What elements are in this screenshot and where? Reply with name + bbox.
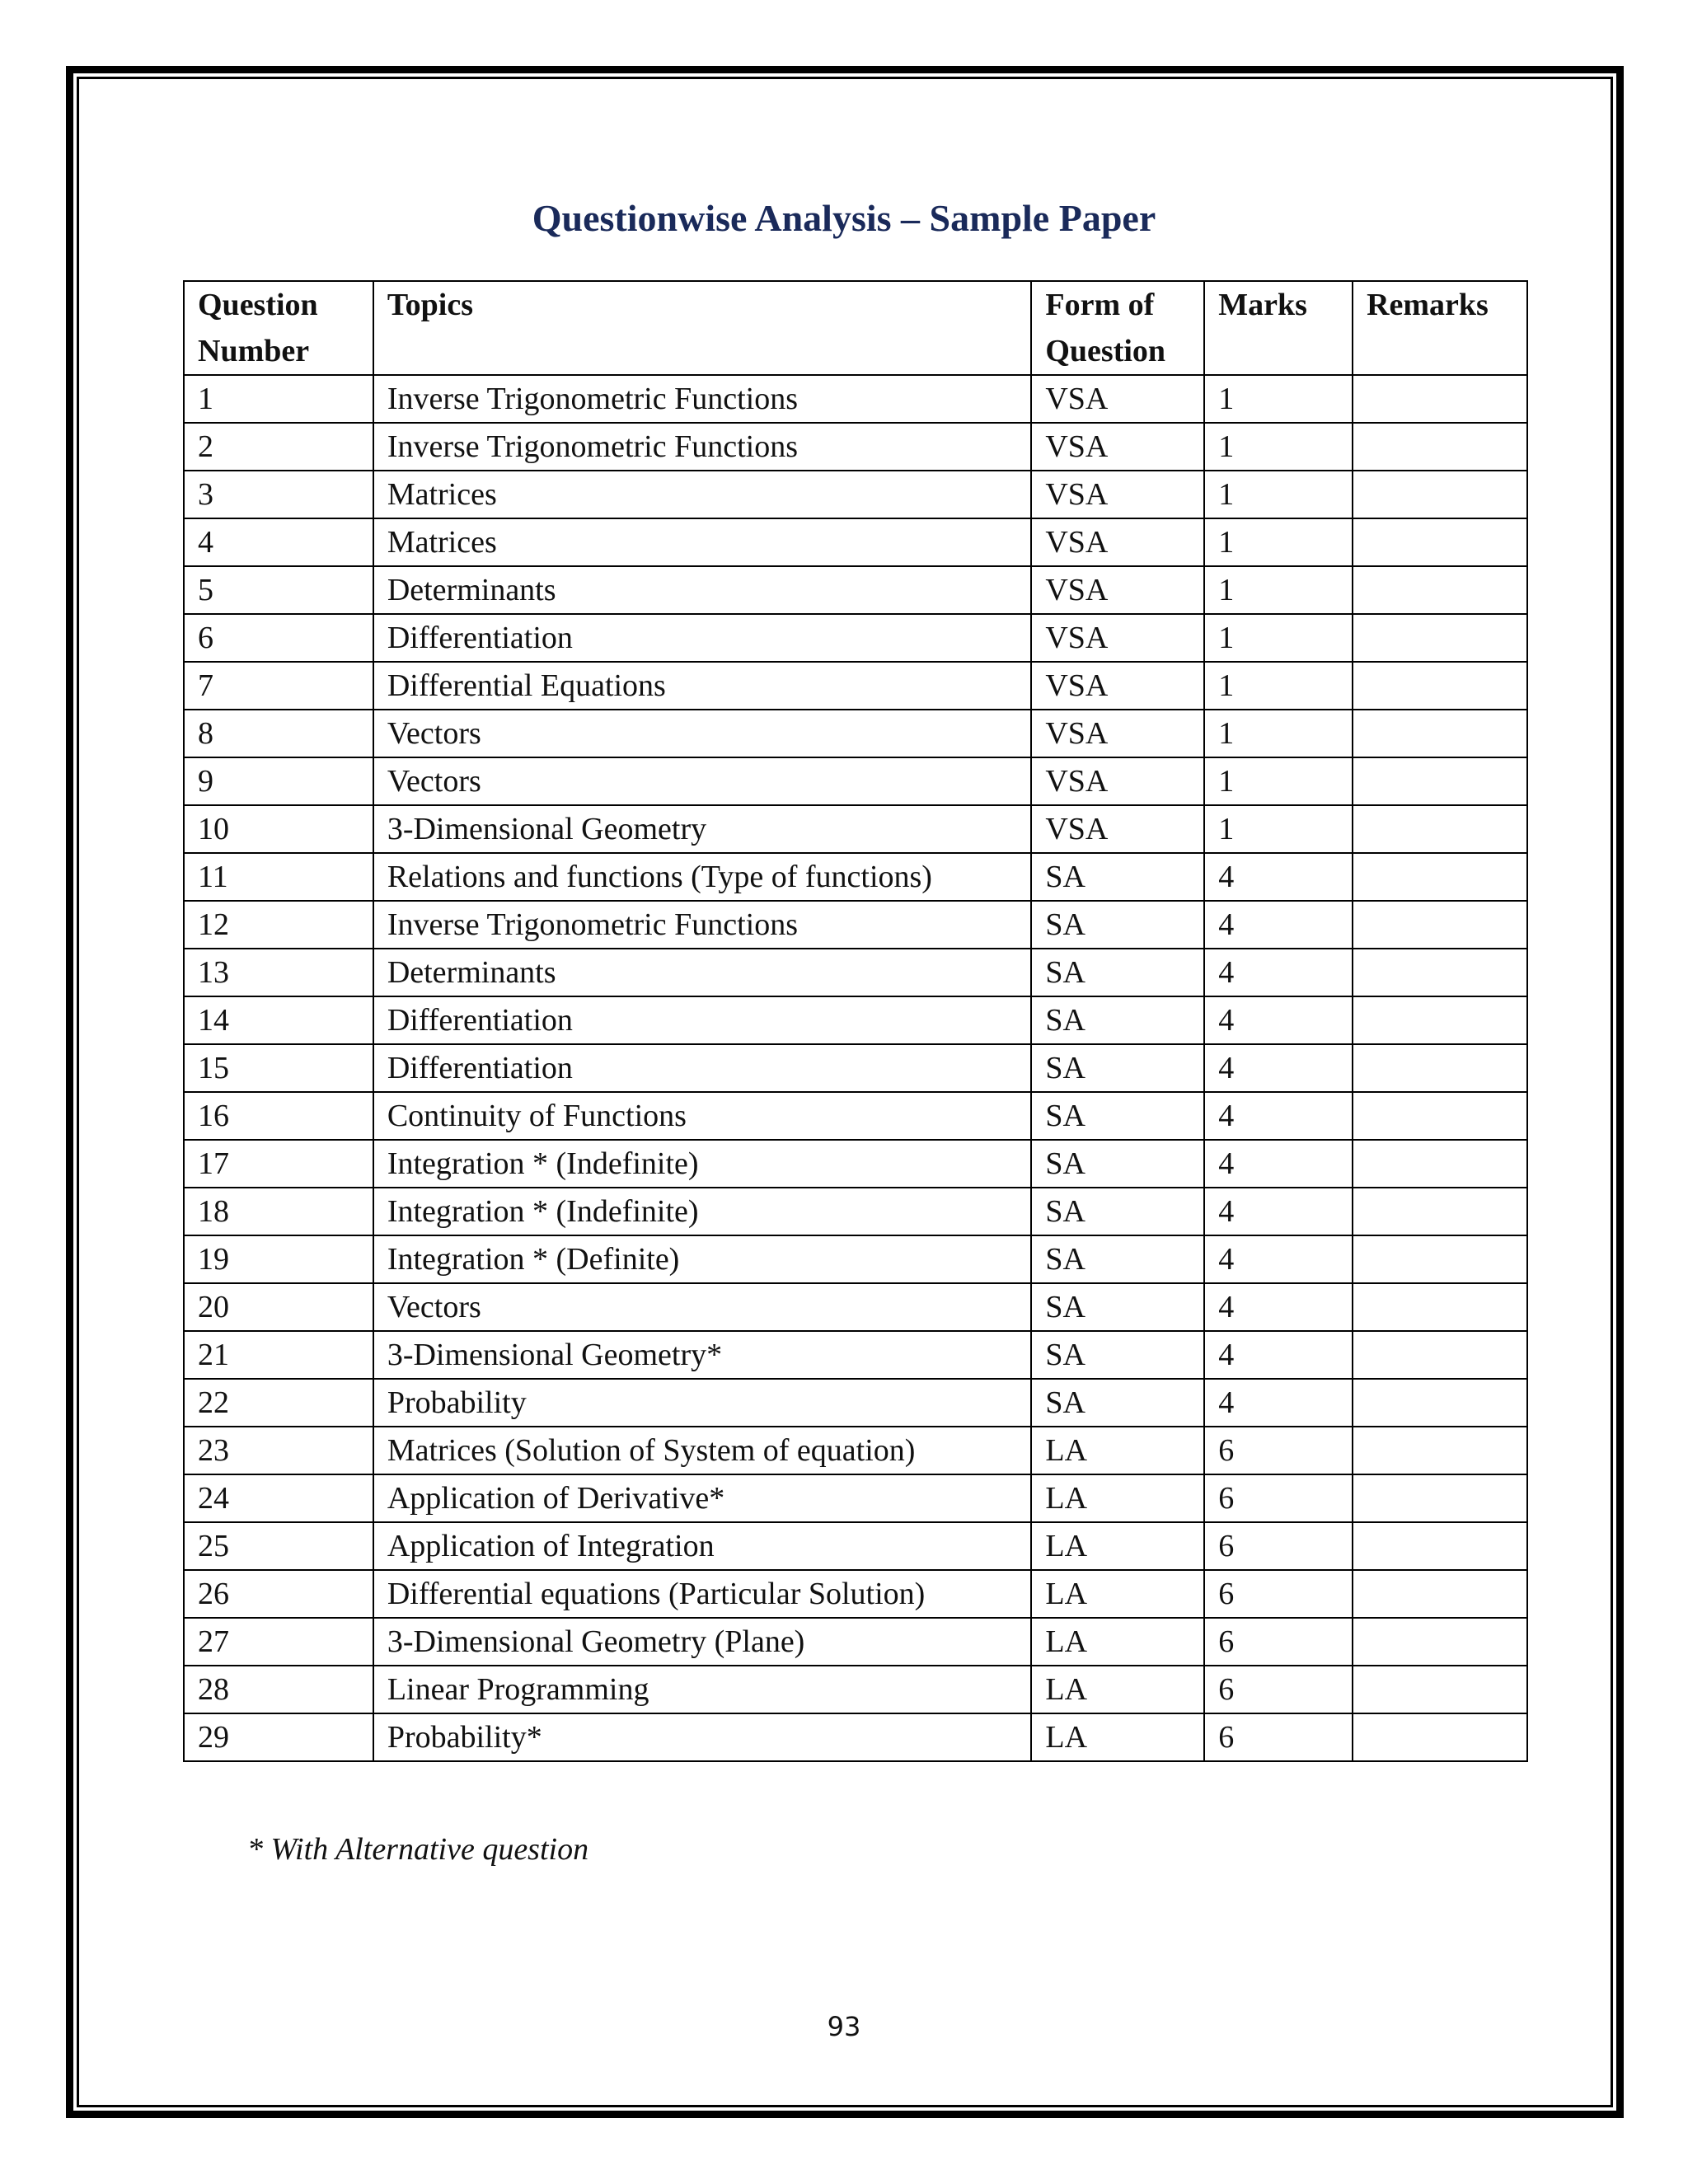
cell-topic: Determinants: [373, 949, 1032, 996]
cell-marks: 4: [1204, 1283, 1353, 1331]
cell-question-number: 2: [184, 423, 373, 471]
cell-marks: 1: [1204, 423, 1353, 471]
table-row: [184, 1427, 1527, 1474]
cell-topic: Application of Integration: [373, 1522, 1032, 1570]
cell-question-number: 7: [184, 662, 373, 710]
cell-marks: 4: [1204, 1331, 1353, 1379]
cell-marks: 1: [1204, 710, 1353, 757]
questionwise-analysis-table: [183, 280, 1528, 1762]
table-row: [184, 423, 1527, 471]
header-question-number: Question Number: [184, 281, 373, 375]
cell-topic: Continuity of Functions: [373, 1092, 1032, 1140]
table-row: [184, 757, 1527, 805]
cell-topic: Probability: [373, 1379, 1032, 1427]
cell-question-number: 10: [184, 805, 373, 853]
table-row: [184, 1379, 1527, 1427]
cell-marks: 6: [1204, 1666, 1353, 1713]
table-row: [184, 614, 1527, 662]
cell-topic: Vectors: [373, 1283, 1032, 1331]
cell-topic: Integration * (Definite): [373, 1235, 1032, 1283]
table-row: [184, 1092, 1527, 1140]
cell-marks: 6: [1204, 1618, 1353, 1666]
cell-form: LA: [1031, 1474, 1204, 1522]
cell-question-number: 13: [184, 949, 373, 996]
cell-remarks: [1353, 949, 1527, 996]
table-row: [184, 1713, 1527, 1761]
cell-form: VSA: [1031, 710, 1204, 757]
table-row: [184, 996, 1527, 1044]
cell-topic: Differentiation: [373, 1044, 1032, 1092]
cell-question-number: 19: [184, 1235, 373, 1283]
table-row: [184, 471, 1527, 518]
cell-remarks: [1353, 1618, 1527, 1666]
cell-form: SA: [1031, 1140, 1204, 1188]
cell-marks: 4: [1204, 996, 1353, 1044]
cell-topic: 3-Dimensional Geometry*: [373, 1331, 1032, 1379]
page-number: 93: [827, 2011, 861, 2042]
cell-question-number: 1: [184, 375, 373, 423]
cell-form: SA: [1031, 1379, 1204, 1427]
header-marks: Marks: [1204, 281, 1353, 375]
cell-topic: Vectors: [373, 710, 1032, 757]
cell-question-number: 28: [184, 1666, 373, 1713]
cell-remarks: [1353, 1044, 1527, 1092]
table-row: [184, 662, 1527, 710]
cell-topic: Inverse Trigonometric Functions: [373, 375, 1032, 423]
cell-remarks: [1353, 662, 1527, 710]
cell-remarks: [1353, 1140, 1527, 1188]
cell-question-number: 25: [184, 1522, 373, 1570]
cell-form: SA: [1031, 949, 1204, 996]
cell-remarks: [1353, 805, 1527, 853]
cell-marks: 1: [1204, 566, 1353, 614]
cell-remarks: [1353, 1283, 1527, 1331]
table-row: [184, 1188, 1527, 1235]
cell-marks: 1: [1204, 614, 1353, 662]
cell-form: LA: [1031, 1522, 1204, 1570]
cell-remarks: [1353, 375, 1527, 423]
cell-remarks: [1353, 1474, 1527, 1522]
cell-form: SA: [1031, 1235, 1204, 1283]
cell-form: LA: [1031, 1570, 1204, 1618]
cell-marks: 6: [1204, 1570, 1353, 1618]
table-row: [184, 1570, 1527, 1618]
cell-question-number: 17: [184, 1140, 373, 1188]
table-row: [184, 1474, 1527, 1522]
cell-topic: 3-Dimensional Geometry: [373, 805, 1032, 853]
cell-marks: 1: [1204, 471, 1353, 518]
cell-marks: 4: [1204, 901, 1353, 949]
header-remarks: Remarks: [1353, 281, 1527, 375]
cell-form: SA: [1031, 1092, 1204, 1140]
cell-marks: 1: [1204, 757, 1353, 805]
table-row: [184, 1666, 1527, 1713]
cell-remarks: [1353, 757, 1527, 805]
cell-form: VSA: [1031, 614, 1204, 662]
table-row: [184, 1331, 1527, 1379]
cell-marks: 6: [1204, 1522, 1353, 1570]
cell-question-number: 15: [184, 1044, 373, 1092]
cell-form: SA: [1031, 901, 1204, 949]
cell-marks: 4: [1204, 949, 1353, 996]
cell-topic: Differentiation: [373, 996, 1032, 1044]
cell-topic: Matrices: [373, 518, 1032, 566]
cell-form: SA: [1031, 996, 1204, 1044]
cell-form: SA: [1031, 1188, 1204, 1235]
cell-topic: Differentiation: [373, 614, 1032, 662]
cell-remarks: [1353, 1666, 1527, 1713]
cell-remarks: [1353, 853, 1527, 901]
cell-topic: Matrices: [373, 471, 1032, 518]
cell-question-number: 18: [184, 1188, 373, 1235]
cell-form: SA: [1031, 1044, 1204, 1092]
cell-form: SA: [1031, 853, 1204, 901]
page-title: Questionwise Analysis – Sample Paper: [532, 197, 1156, 239]
table-row: [184, 805, 1527, 853]
cell-form: VSA: [1031, 423, 1204, 471]
header-form-of-question: Form of Question: [1031, 281, 1204, 375]
cell-remarks: [1353, 1379, 1527, 1427]
cell-remarks: [1353, 1713, 1527, 1761]
table-row: [184, 1283, 1527, 1331]
cell-question-number: 11: [184, 853, 373, 901]
cell-form: VSA: [1031, 662, 1204, 710]
cell-topic: Relations and functions (Type of functions): [373, 853, 1032, 901]
cell-question-number: 21: [184, 1331, 373, 1379]
cell-question-number: 12: [184, 901, 373, 949]
cell-topic: Inverse Trigonometric Functions: [373, 901, 1032, 949]
cell-question-number: 29: [184, 1713, 373, 1761]
table-row: [184, 710, 1527, 757]
table-row: [184, 1044, 1527, 1092]
cell-remarks: [1353, 1570, 1527, 1618]
cell-remarks: [1353, 1522, 1527, 1570]
cell-marks: 4: [1204, 1092, 1353, 1140]
cell-marks: 1: [1204, 518, 1353, 566]
table-row: [184, 1235, 1527, 1283]
cell-question-number: 26: [184, 1570, 373, 1618]
cell-marks: 6: [1204, 1427, 1353, 1474]
cell-remarks: [1353, 996, 1527, 1044]
footnote: * With Alternative question: [247, 1832, 589, 1867]
cell-form: VSA: [1031, 375, 1204, 423]
cell-topic: Matrices (Solution of System of equation): [373, 1427, 1032, 1474]
cell-topic: Determinants: [373, 566, 1032, 614]
cell-form: VSA: [1031, 471, 1204, 518]
cell-topic: 3-Dimensional Geometry (Plane): [373, 1618, 1032, 1666]
cell-form: LA: [1031, 1713, 1204, 1761]
cell-topic: Integration * (Indefinite): [373, 1140, 1032, 1188]
table-body: [184, 375, 1527, 1761]
cell-question-number: 3: [184, 471, 373, 518]
cell-topic: Inverse Trigonometric Functions: [373, 423, 1032, 471]
header-topics: Topics: [373, 281, 1032, 375]
cell-remarks: [1353, 518, 1527, 566]
cell-marks: 4: [1204, 1379, 1353, 1427]
cell-form: LA: [1031, 1666, 1204, 1713]
cell-question-number: 20: [184, 1283, 373, 1331]
cell-marks: 6: [1204, 1713, 1353, 1761]
cell-remarks: [1353, 1235, 1527, 1283]
cell-remarks: [1353, 901, 1527, 949]
cell-marks: 4: [1204, 1188, 1353, 1235]
cell-question-number: 9: [184, 757, 373, 805]
cell-question-number: 24: [184, 1474, 373, 1522]
cell-topic: Differential equations (Particular Solution): [373, 1570, 1032, 1618]
cell-form: LA: [1031, 1427, 1204, 1474]
cell-form: LA: [1031, 1618, 1204, 1666]
cell-question-number: 4: [184, 518, 373, 566]
cell-topic: Probability*: [373, 1713, 1032, 1761]
cell-remarks: [1353, 1427, 1527, 1474]
cell-question-number: 16: [184, 1092, 373, 1140]
table-row: [184, 375, 1527, 423]
cell-topic: Integration * (Indefinite): [373, 1188, 1032, 1235]
table-row: [184, 518, 1527, 566]
cell-form: VSA: [1031, 518, 1204, 566]
cell-marks: 4: [1204, 853, 1353, 901]
cell-question-number: 22: [184, 1379, 373, 1427]
cell-form: SA: [1031, 1331, 1204, 1379]
cell-form: VSA: [1031, 757, 1204, 805]
cell-marks: 1: [1204, 375, 1353, 423]
cell-remarks: [1353, 423, 1527, 471]
cell-topic: Differential Equations: [373, 662, 1032, 710]
table-header-row: [184, 281, 1527, 375]
cell-marks: 4: [1204, 1140, 1353, 1188]
table-row: [184, 566, 1527, 614]
cell-question-number: 14: [184, 996, 373, 1044]
cell-remarks: [1353, 1092, 1527, 1140]
cell-remarks: [1353, 471, 1527, 518]
cell-question-number: 5: [184, 566, 373, 614]
cell-remarks: [1353, 614, 1527, 662]
cell-question-number: 8: [184, 710, 373, 757]
cell-question-number: 6: [184, 614, 373, 662]
table-row: [184, 1618, 1527, 1666]
cell-marks: 6: [1204, 1474, 1353, 1522]
table-row: [184, 901, 1527, 949]
cell-marks: 1: [1204, 662, 1353, 710]
table-row: [184, 1140, 1527, 1188]
table-row: [184, 853, 1527, 901]
cell-question-number: 27: [184, 1618, 373, 1666]
cell-remarks: [1353, 1331, 1527, 1379]
cell-marks: 1: [1204, 805, 1353, 853]
cell-form: VSA: [1031, 566, 1204, 614]
cell-remarks: [1353, 1188, 1527, 1235]
cell-marks: 4: [1204, 1235, 1353, 1283]
table-row: [184, 1522, 1527, 1570]
cell-topic: Linear Programming: [373, 1666, 1032, 1713]
cell-topic: Application of Derivative*: [373, 1474, 1032, 1522]
cell-topic: Vectors: [373, 757, 1032, 805]
cell-form: SA: [1031, 1283, 1204, 1331]
cell-remarks: [1353, 566, 1527, 614]
cell-question-number: 23: [184, 1427, 373, 1474]
table-row: [184, 949, 1527, 996]
cell-marks: 4: [1204, 1044, 1353, 1092]
cell-remarks: [1353, 710, 1527, 757]
cell-form: VSA: [1031, 805, 1204, 853]
